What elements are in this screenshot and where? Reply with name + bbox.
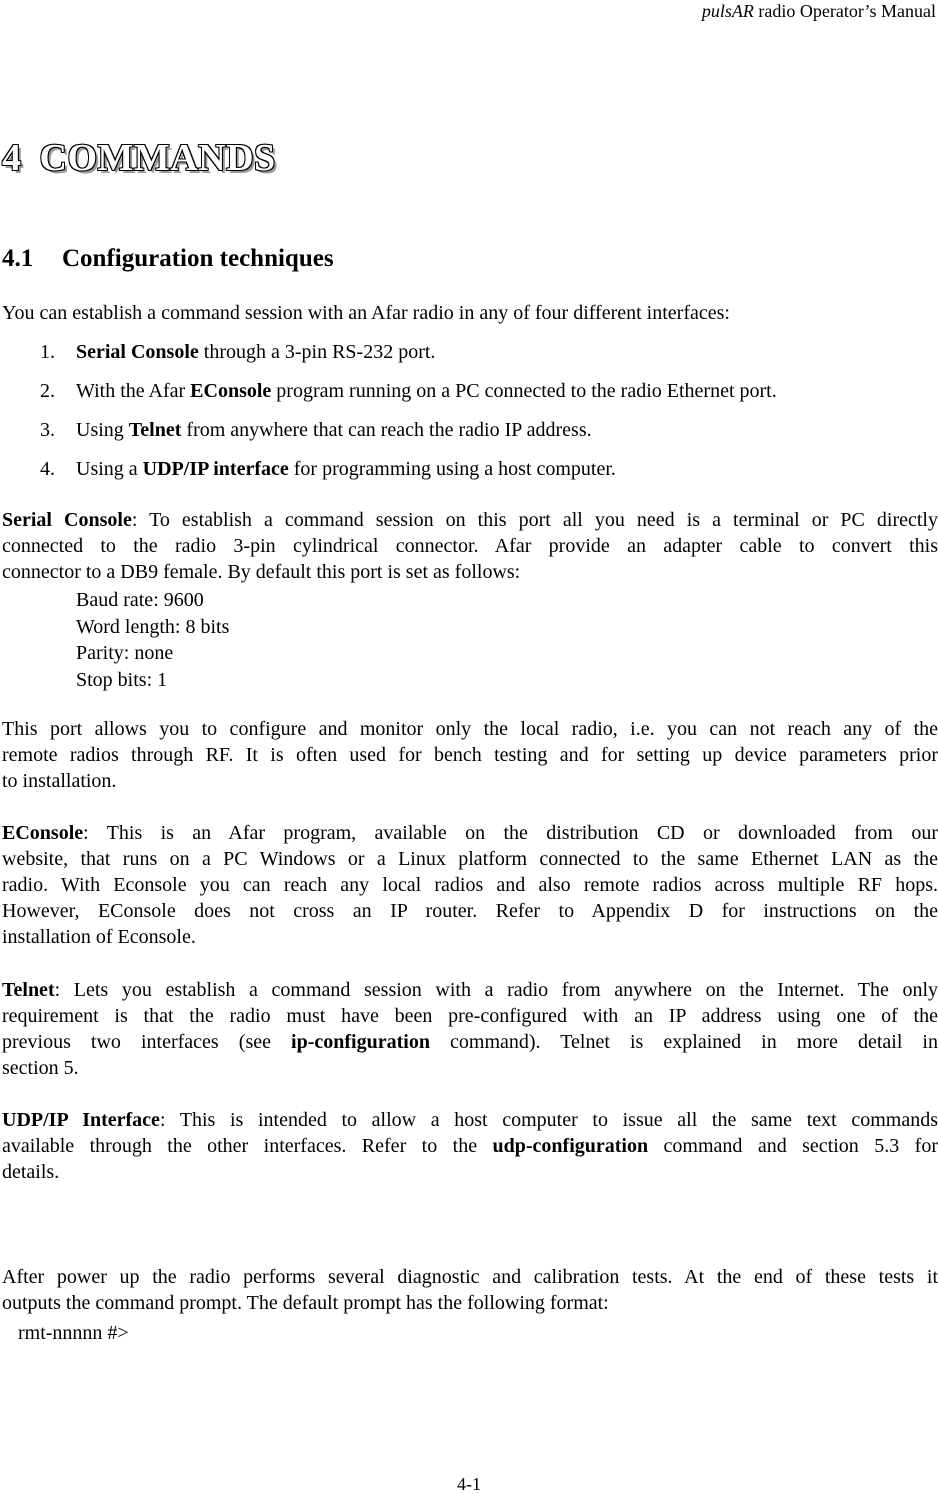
paragraph-line: radio. With Econsole you can reach any local radios and also remote radios across multiple RF hops. [2,874,938,896]
udp-interface-term: UDP/IP Interface [2,1109,160,1131]
list-number: 2. [40,380,55,402]
list-item [40,417,777,456]
stop-bits: Stop bits: 1 [76,668,168,691]
intro-paragraph [2,300,938,326]
paragraph-line [2,1107,938,1133]
econsole-paragraph [2,820,938,950]
chapter-number: 4 [2,137,22,179]
line-text: : This is intended to allow a host computer to issue all the same text commands [159,1109,938,1131]
paragraph-line: However, EConsole does not cross an IP router. Refer to Appendix D for instructions on the [2,900,938,922]
serial-settings [76,587,229,693]
paragraph-line [2,820,938,846]
list-text: through a 3-pin RS-232 port. [198,341,436,363]
power-up-paragraph [2,1264,938,1316]
paragraph-line: This port allows you to configure and monitor only the local radio, i.e. you can not reach any of the [2,718,938,740]
list-text: Using a [76,458,143,480]
paragraph-line: website, that runs on a PC Windows or a Linux platform connected to the same Ethernet LAN as the [2,848,938,870]
list-term: Telnet [128,419,182,441]
ip-configuration-command: ip-configuration [291,1031,430,1053]
line-text: available through the other interfaces. Refer to the [2,1135,493,1157]
product-name: pulsAR [701,1,754,21]
list-item [40,456,777,495]
paragraph-line: section 5. [2,1057,79,1079]
chapter-name: COMMANDS [39,137,276,179]
list-text: for programming using a host computer. [288,458,616,480]
paragraph-line [2,507,938,533]
list-text: program running on a PC connected to the radio Ethernet port. [271,380,777,402]
list-number: 4. [40,458,55,480]
paragraph-line: requirement is that the radio must have been pre-configured with an IP address using one of the [2,1005,938,1027]
list-item [40,339,777,378]
list-term: EConsole [190,380,272,402]
paragraph-line: outputs the command prompt. The default prompt has the following format: [2,1292,609,1314]
list-term: Serial Console [76,341,199,363]
running-header [702,0,936,22]
command-prompt-example: rmt-nnnnn #> [18,1322,129,1344]
list-text: With the Afar [76,380,191,402]
paragraph-line: connector to a DB9 female. By default this port is set as follows: [2,561,521,583]
paragraph-line [2,1133,938,1159]
list-item [40,378,777,417]
word-length: Word length: 8 bits [76,615,230,638]
telnet-term: Telnet [2,979,55,1001]
line-text: command and section 5.3 for [648,1135,938,1157]
list-number: 1. [40,341,55,363]
line-text: : Lets you establish a command session with a radio from anywhere on the Internet. The only [54,979,938,1001]
page-number: 4-1 [457,1474,481,1494]
parity: Parity: none [76,642,174,664]
serial-console-paragraph [2,507,938,585]
line-text: command). Telnet is explained in more detail in [429,1031,938,1053]
local-radio-paragraph [2,716,938,794]
paragraph-line: After power up the radio performs several diagnostic and calibration tests. At the end of these tests it [2,1266,938,1288]
section-name: Configuration techniques [62,245,334,272]
list-term: UDP/IP interface [142,458,289,480]
paragraph-line: remote radios through RF. It is often used for bench testing and for setting up device parameters prior [2,744,938,766]
line-text: previous two interfaces (see [2,1031,292,1053]
list-number: 3. [40,419,55,441]
list-text: from anywhere that can reach the radio IP address. [181,419,592,441]
line-text: : This is an Afar program, available on the distribution CD or downloaded from our [83,822,938,844]
list-text: Using [76,419,129,441]
udp-configuration-command: udp-configuration [492,1135,649,1157]
serial-console-term: Serial Console [2,509,132,531]
chapter-title [2,134,294,182]
paragraph-line: connected to the radio 3-pin cylindrical connector. Afar provide an adapter cable to convert this [2,535,938,557]
section-number: 4.1 [2,245,34,272]
paragraph-line: installation of Econsole. [2,926,196,948]
baud-rate: Baud rate: 9600 [76,589,204,611]
econsole-term: EConsole [2,822,84,844]
line-text: : To establish a command session on this port all you need is a terminal or PC directly [131,509,938,531]
intro-text: You can establish a command session with an Afar radio in any of four different interfaces: [2,302,730,324]
paragraph-line [2,977,938,1003]
manual-title: radio Operator’s Manual [753,1,936,21]
section-title [2,244,334,274]
paragraph-line [2,1029,938,1055]
telnet-paragraph [2,977,938,1081]
interface-list [40,339,777,495]
paragraph-line: details. [2,1161,60,1183]
udp-paragraph [2,1107,938,1185]
paragraph-line: to installation. [2,770,117,792]
